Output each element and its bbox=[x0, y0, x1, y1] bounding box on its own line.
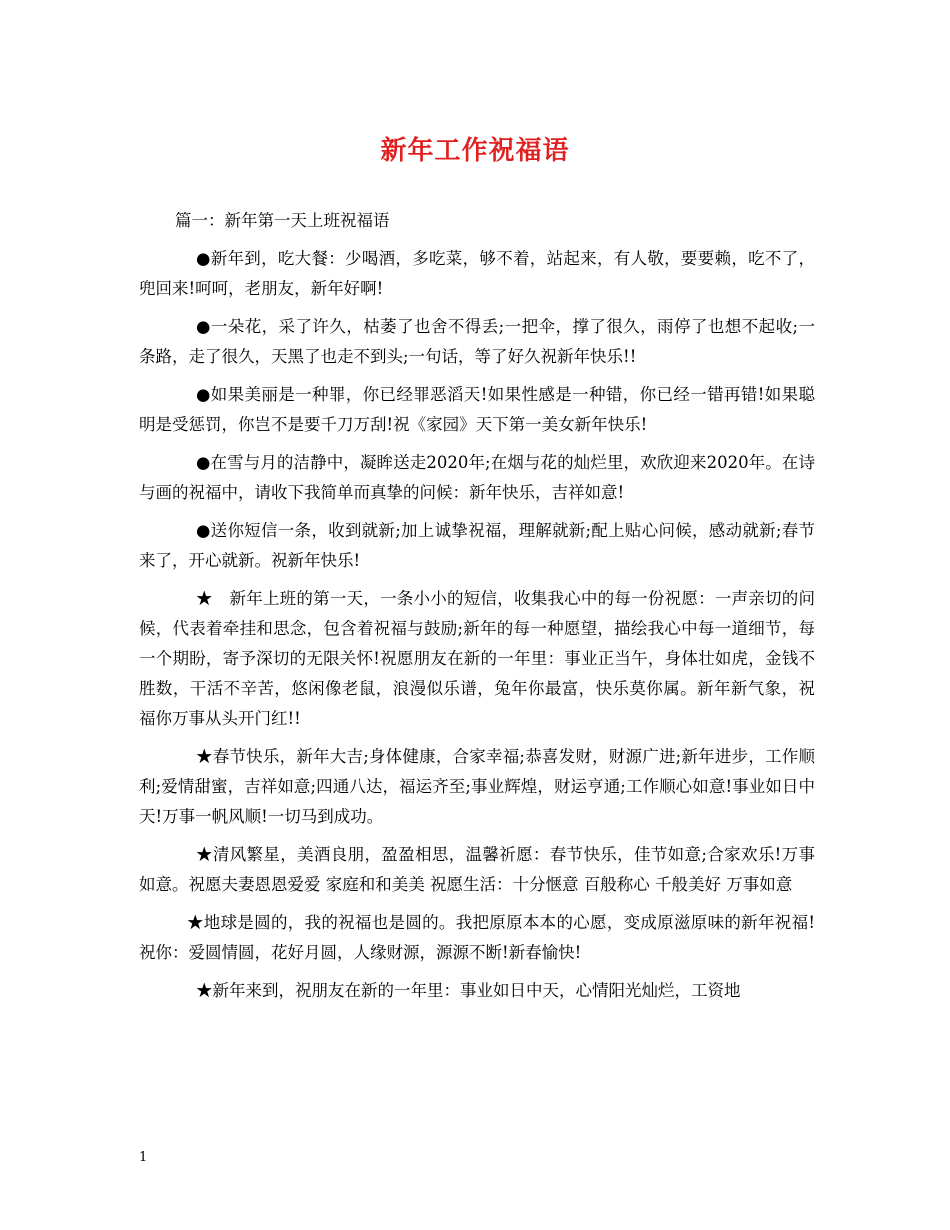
paragraph: ★春节快乐，新年大吉;身体健康，合家幸福;恭喜发财，财源广进;新年进步，工作顺利;爱情甜蜜，吉祥如意;四通八达，福运齐至;事业辉煌，财运亨通;工作顺心如意!事业如日中天!万事一帆风顺!一切马到成功。 bbox=[139, 747, 815, 826]
paragraph: ●在雪与月的洁静中，凝眸送走2020年;在烟与花的灿烂里，欢欣迎来2020年。在诗与画的祝福中，请收下我简单而真挚的问候：新年快乐，吉祥如意! bbox=[139, 453, 815, 502]
paragraph: ★ 新年上班的第一天，一条小小的短信，收集我心中的每一份祝愿：一声亲切的问候，代表着牵挂和思念，包含着祝福与鼓励;新年的每一种愿望，描绘我心中每一道细节，每一个期盼，寄予深切的无限关怀!祝愿朋友在新的一年里：事业正当午，身体壮如虎，金钱不胜数，干活不辛苦，悠闲像老鼠，浪漫似乐谱，兔年你最富，快乐莫你属。新年新气象，祝福你万事从头开门红!! bbox=[139, 589, 815, 728]
page-number: 1 bbox=[139, 1150, 148, 1165]
paragraph: ●如果美丽是一种罪，你已经罪恶滔天!如果性感是一种错，你已经一错再错!如果聪明是受惩罚，你岂不是要千刀万刮!祝《家园》天下第一美女新年快乐! bbox=[139, 385, 815, 434]
section-heading: 篇一：新年第一天上班祝福语 bbox=[175, 211, 390, 230]
paragraph: ●一朵花，采了许久，枯萎了也舍不得丢;一把伞，撑了很久，雨停了也想不起收;一条路，走了很久，天黑了也走不到头;一句话，等了好久祝新年快乐!! bbox=[139, 317, 815, 366]
paragraph: ●新年到，吃大餐：少喝酒，多吃菜，够不着，站起来，有人敬，要要赖，吃不了，兜回来!呵呵，老朋友，新年好啊! bbox=[139, 249, 815, 298]
paragraph: ●送你短信一条，收到就新;加上诚挚祝福，理解就新;配上贴心问候，感动就新;春节来了，开心就新。祝新年快乐! bbox=[139, 521, 815, 570]
document-body bbox=[139, 206, 815, 1014]
paragraph: ★地球是圆的，我的祝福也是圆的。我把原原本本的心愿，变成原滋原味的新年祝福!祝你：爱圆情圆，花好月圆，人缘财源，源源不断!新春愉快! bbox=[139, 913, 815, 962]
document-title: 新年工作祝福语 bbox=[380, 136, 570, 166]
paragraph: ★新年来到，祝朋友在新的一年里：事业如日中天，心情阳光灿烂，工资地 bbox=[196, 981, 741, 1000]
paragraph: ★清风繁星，美酒良朋，盈盈相思，温馨祈愿：春节快乐，佳节如意;合家欢乐!万事如意。祝愿夫妻恩恩爱爱 家庭和和美美 祝愿生活：十分惬意 百般称心 千般美好 万事如意 bbox=[139, 845, 815, 894]
